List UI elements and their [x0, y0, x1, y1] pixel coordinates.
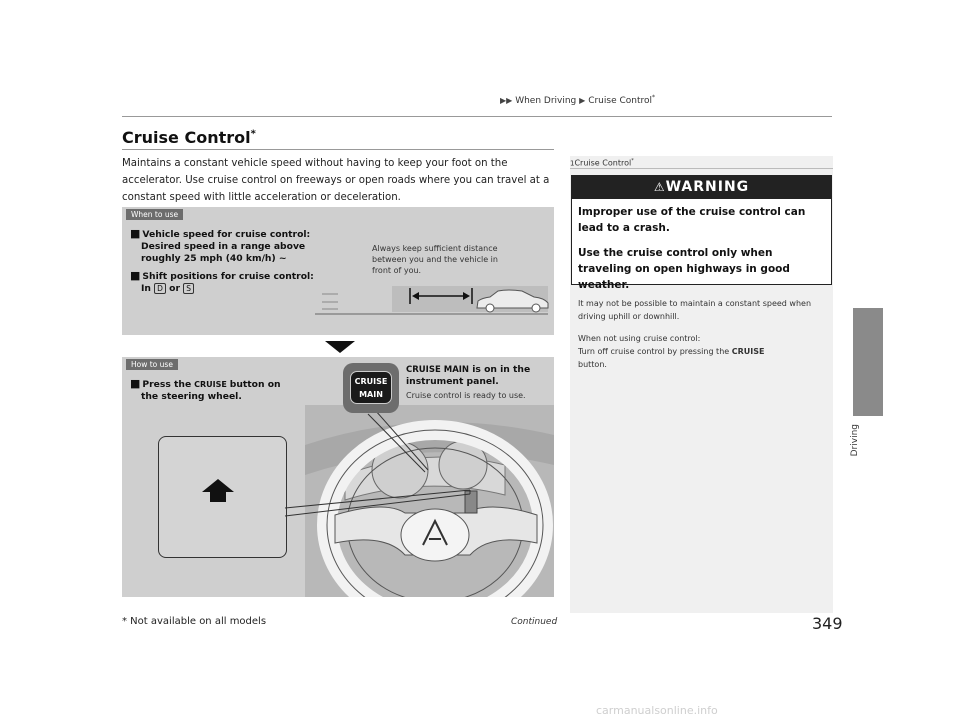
bullet-square-icon: ■: [130, 377, 141, 390]
cruise-main-note: CRUISE MAIN is on in the instrument panel. Cruise control is ready to use.: [406, 364, 531, 400]
side-panel-header: 1Cruise Control*: [570, 158, 634, 168]
warning-triangle-icon: ⚠: [653, 180, 666, 194]
how-to-use-tag: How to use: [126, 359, 178, 370]
continued-label: Continued: [511, 617, 558, 627]
pointer-lines: [280, 390, 530, 520]
side-panel-rule: [570, 168, 833, 169]
watermark: carmanualsonline.info: [596, 704, 718, 717]
cruise-main-indicator-icon: CRUISE MAIN: [350, 371, 392, 404]
chapter-tab[interactable]: [853, 308, 883, 416]
how-to-use-bullet: ■ Press the CRUISE button on the steering wheel.: [130, 377, 281, 402]
bullet-square-icon: ■: [130, 269, 141, 282]
gear-d-key: D: [154, 283, 166, 294]
warning-text: Improper use of the cruise control can lead to a crash. Use the cruise control only when traveling on open highways in good weather.: [578, 206, 806, 291]
breadcrumb-arrow-icon: ▶▶: [500, 96, 513, 105]
breadcrumb-item-cruise-control[interactable]: Cruise Control: [588, 96, 652, 106]
header-rule: [122, 116, 832, 117]
following-distance-illustration: [312, 282, 552, 318]
down-arrow-icon: [325, 341, 355, 353]
breadcrumb: ▶▶ When Driving ▶ Cruise Control*: [500, 94, 655, 106]
breadcrumb-arrow-icon: ▶: [579, 96, 586, 105]
distance-note: Always keep sufficient distance between you and the vehicle in front of you.: [372, 244, 498, 275]
warning-header: ⚠WARNING: [571, 175, 832, 199]
breadcrumb-item-when-driving[interactable]: When Driving: [515, 96, 577, 106]
page-number: 349: [812, 614, 843, 633]
cruise-button-icon[interactable]: [198, 476, 238, 506]
side-panel-body: It may not be possible to maintain a constant speed when driving uphill or downhill. When not using cruise control: Turn off cruise control by pressing the CRUISE button.: [578, 299, 812, 369]
page-title: Cruise Control*: [122, 128, 256, 147]
footnote: * Not available on all models: [122, 616, 267, 627]
intro-paragraph: Maintains a constant vehicle speed without having to keep your foot on the accelerator. Use cruise control on freeways or open roads where you can travel at a constant speed with little acceleration or deceleration.: [122, 158, 550, 203]
when-to-use-bullets: ■ Vehicle speed for cruise control: Desired speed in a range above roughly 25 mph (40 km/h) ~ ■ Shift positions for cruise control: In D or S: [130, 227, 314, 294]
chapter-label: Driving: [850, 424, 860, 457]
reference-icon: 1: [570, 159, 575, 168]
bullet-square-icon: ■: [130, 227, 141, 240]
title-rule: [122, 149, 554, 150]
gear-s-key: S: [183, 283, 194, 294]
when-to-use-tag: When to use: [126, 209, 183, 220]
